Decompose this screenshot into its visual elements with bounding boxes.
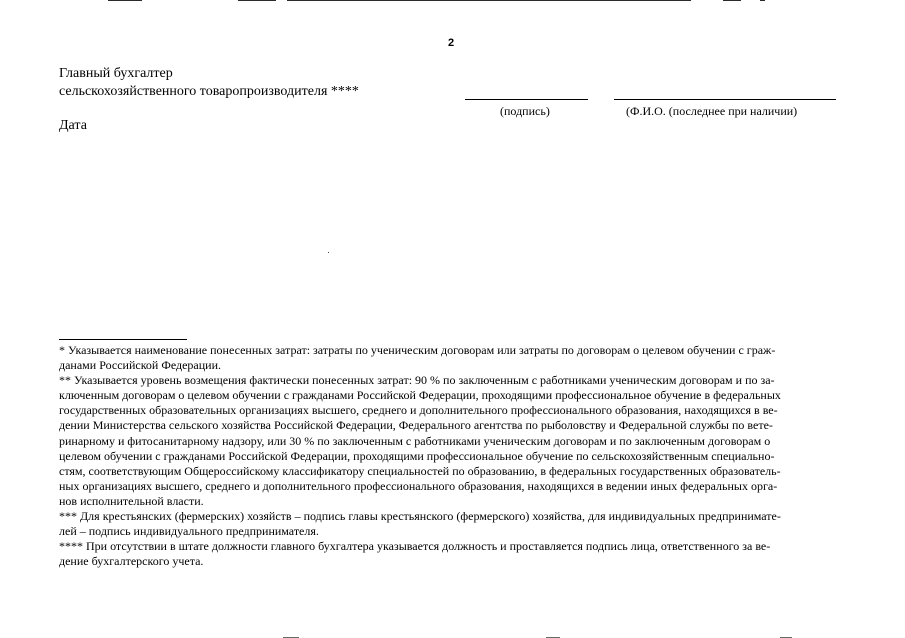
signature-line[interactable]: [465, 99, 588, 100]
scan-artifact-line: [760, 0, 765, 1]
signer-organization: сельскохозяйственного товаропроизводителя ****: [59, 84, 359, 99]
footnote-3: *** Для крестьянских (фермерских) хозяйств – подпись главы крестьянского (фермерского) хозяйства, для индивидуальных предпринимате- лей – подпись индивидуального предпринимателя.: [59, 509, 781, 539]
full-name-line[interactable]: [614, 99, 836, 100]
footnote-1: * Указывается наименование понесенных затрат: затраты по ученическим договорам или затраты по договорам о целевом обучении с граж- данами Российской Федерации.: [59, 343, 776, 373]
scan-artifact-line: [108, 0, 142, 1]
date-label: Дата: [59, 118, 87, 133]
signature-caption: (подпись): [500, 104, 550, 118]
footnote-4: **** При отсутствии в штате должности главного бухгалтера указывается должность и проставляется подпись лица, ответственного за ве- дение бухгалтерского учета.: [59, 539, 771, 569]
footnotes: [59, 343, 851, 569]
page-number: 2: [448, 37, 455, 49]
scan-artifact-line: [287, 0, 691, 1]
footnote-2: ** Указывается уровень возмещения фактически понесенных затрат: 90 % по заключенным с работниками ученическим договорам и по за- ключенным договорам о целевом обучении с гражданами Российской Федерации, проходящими профессиональное обучение в федеральных государственных образовательных организациях высшего, среднего и дополнительного профессионального образования, находящихся в ве- дении Министерства сельского хозяйства Российской Федерации, Федерального агентства по рыболовству и Федеральной службы по вете- ринарному и фитосанитарному надзору, или 30 % по заключенным с работниками ученическим договорам и по заключенным договорам о целевом обучении с гражданами Российской Федерации, проходящими профессиональное обучение по сельскохозяйственным специально- стям, соответствующим Общероссийскому классификатору специальностей по образованию, в федеральных государственных образователь- ных организациях высшего, среднего и дополнительного профессионального образования, находящихся в ведении иных федеральных орга- нов исполнительной власти.: [59, 373, 781, 508]
footnote-separator: [59, 339, 187, 340]
signer-title: Главный бухгалтер: [59, 66, 173, 81]
full-name-caption: (Ф.И.О. (последнее при наличии): [626, 104, 798, 118]
scan-artifact-line: [238, 0, 276, 1]
scan-artifact-line: [723, 0, 741, 1]
scan-speck: [328, 252, 329, 253]
